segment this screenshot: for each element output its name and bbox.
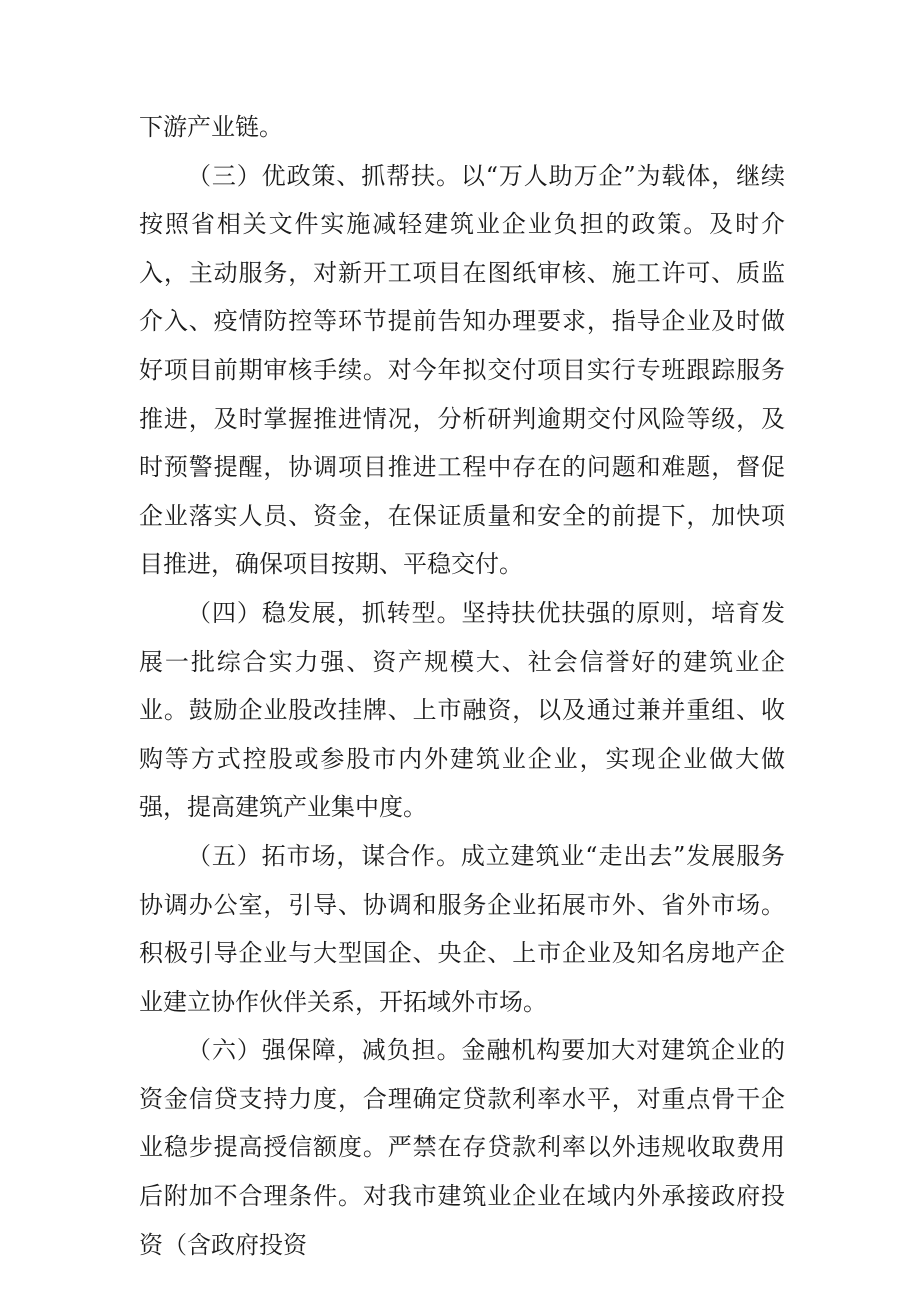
paragraph-section-6: （六）强保障，减负担。金融机构要加大对建筑企业的资金信贷支持力度，合理确定贷款利率水平，对重点骨干企业稳步提高授信额度。严禁在存贷款利率以外违规收取费用后附加不合理条件。对我市建筑业企业在域内外承接政府投资（含政府投资 (139, 1036, 785, 1259)
paragraph-continuation: 下游产业链。 (139, 113, 283, 141)
paragraph-section-3: （三）优政策、抓帮扶。以“万人助万企”为载体，继续按照省相关文件实施减轻建筑业企业负担的政策。及时介入，主动服务，对新开工项目在图纸审核、施工许可、质监介入、疫情防控等环节提前告知办理要求，指导企业及时做好项目前期审核手续。对今年拟交付项目实行专班跟踪服务推进，及时掌握推进情况，分析研判逾期交付风险等级，及时预警提醒，协调项目推进工程中存在的问题和难题，督促企业落实人员、资金，在保证质量和安全的前提下，加快项目推进，确保项目按期、平稳交付。 (139, 161, 785, 579)
document-body (139, 103, 785, 1269)
paragraph-section-5: （五）拓市场，谋合作。成立建筑业“走出去”发展服务协调办公室，引导、协调和服务企业拓展市外、省外市场。积极引导企业与大型国企、央企、上市企业及知名房地产企业建立协作伙伴关系，开拓域外市场。 (139, 841, 785, 1016)
paragraph-section-4: （四）稳发展，抓转型。坚持扶优扶强的原则，培育发展一批综合实力强、资产规模大、社会信誉好的建筑业企业。鼓励企业股改挂牌、上市融资，以及通过兼并重组、收购等方式控股或参股市内外建筑业企业，实现企业做大做强，提高建筑产业集中度。 (139, 598, 785, 822)
